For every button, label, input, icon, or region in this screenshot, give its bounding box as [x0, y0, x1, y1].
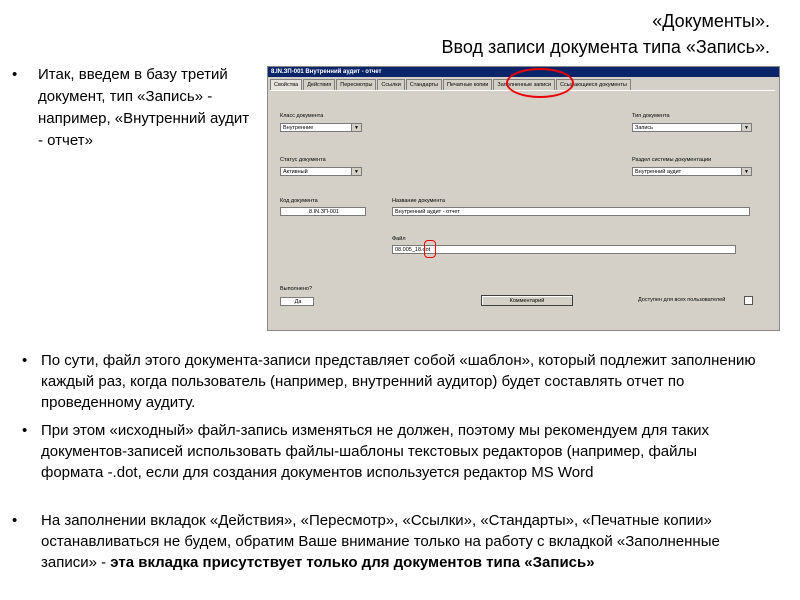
status-select[interactable]	[280, 167, 362, 176]
bullet-intro-text: Итак, введем в базу третий документ, тип «Запись» - например, «Внутренний аудит - отчет»	[38, 66, 250, 149]
file-input[interactable]: 08.005_18.dot	[392, 245, 736, 254]
properties-panel	[270, 90, 775, 327]
bullet-dot: •	[12, 512, 18, 529]
tab-revisions[interactable]: Пересмотры	[336, 79, 376, 90]
tab-properties[interactable]: Свойства	[270, 79, 302, 90]
doc-class-select[interactable]	[280, 123, 362, 132]
slide-title	[441, 8, 770, 60]
doc-class-label: Класс документа	[280, 113, 324, 119]
bullet-dot: •	[22, 422, 28, 439]
chevron-down-icon: ▼	[741, 124, 751, 132]
file-label: Файл	[392, 236, 406, 242]
bullet-tabs-note-plain: На заполнении вкладок «Действия», «Пересмотр», «Ссылки», «Стандарты», «Печатные копии» останавливаться не будем, обратим Ваше внимание только на работу с вкладкой «Заполненные записи» -	[41, 512, 720, 571]
status-value: Активный	[283, 169, 308, 175]
document-window-screenshot	[267, 66, 780, 331]
tab-print-copies[interactable]: Печатные копии	[443, 79, 492, 90]
status-label: Статус документа	[280, 157, 326, 163]
doc-type-label: Тип документа	[632, 113, 670, 119]
bullet-source-file-text: При этом «исходный» файл-запись изменяться не должен, поэтому мы рекомендуем для таких документов-записей использовать файлы-шаблоны текстовых редакторов (например, файлы формата -.dot, если для создания документов используется редактор MS Word	[41, 422, 710, 481]
bullet-template-text: По сути, файл этого документа-записи представляет собой «шаблон», который подлежит заполнению каждый раз, когда пользователь (например, внутренний аудитор) будет составлять отчет по проведенному аудиту.	[41, 352, 756, 411]
tab-actions[interactable]: Действия	[303, 79, 335, 90]
bullet-source-file	[22, 420, 762, 483]
doc-type-select[interactable]	[632, 123, 752, 132]
title-line-1: «Документы».	[652, 11, 770, 31]
bullet-tabs-note-text	[12, 510, 772, 573]
chevron-down-icon: ▼	[351, 124, 361, 132]
title-line-2: Ввод записи документа типа «Запись».	[441, 37, 770, 57]
chevron-down-icon: ▼	[741, 168, 751, 176]
section-label: Раздел системы документации	[632, 157, 712, 163]
code-label: Код документа	[280, 198, 318, 204]
bullet-template	[22, 350, 762, 413]
doc-class-value: Внутренние	[283, 125, 314, 131]
access-checkbox[interactable]	[744, 296, 753, 305]
bullet-dot: •	[22, 352, 28, 369]
bullet-tabs-note-bold: эта вкладка присутствует только для документов типа «Запись»	[110, 554, 595, 571]
chevron-down-icon: ▼	[351, 168, 361, 176]
bullet-intro	[12, 64, 252, 152]
section-select[interactable]	[632, 167, 752, 176]
window-title: 8.IN.ЗП-001 Внутренний аудит - отчет	[268, 67, 779, 77]
name-label: Название документа	[392, 198, 445, 204]
highlight-file-extension	[424, 240, 436, 258]
highlight-oval-filled-records-tab	[506, 68, 574, 98]
access-label: Доступен для всех пользователей	[638, 297, 726, 303]
section-value: Внутренний аудит	[635, 169, 682, 175]
bullet-dot: •	[12, 66, 18, 83]
tab-referencing-docs[interactable]: Ссылающиеся документы	[556, 79, 631, 90]
done-field[interactable]: Да	[280, 297, 314, 306]
code-input[interactable]: 8.IN.ЗП-001	[280, 207, 366, 216]
done-label: Выполнено?	[280, 286, 312, 292]
tab-standards[interactable]: Стандарты	[406, 79, 442, 90]
comment-button[interactable]: Комментарий	[481, 295, 573, 306]
tab-bar	[270, 79, 632, 90]
tab-links[interactable]: Ссылки	[377, 79, 404, 90]
bullet-tabs-note	[12, 510, 772, 573]
doc-type-value: Запись	[635, 125, 654, 131]
name-input[interactable]: Внутренний аудит - отчет	[392, 207, 750, 216]
tab-filled-records[interactable]: Заполненные записи	[493, 79, 555, 90]
